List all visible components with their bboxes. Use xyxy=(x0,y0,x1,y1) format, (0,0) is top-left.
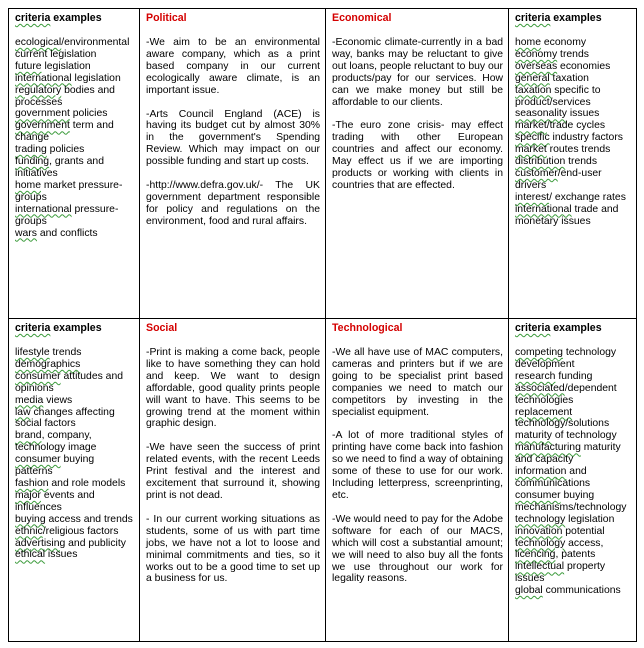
list-item-term: international xyxy=(515,203,572,215)
list-item xyxy=(515,156,631,168)
list-item-text: legislation xyxy=(565,513,615,525)
list-item-text: routes trends xyxy=(546,144,611,156)
paragraph: -http://www.defra.gov.uk/- The UK government department responsible for policy and regulations on the environment, food and rural affairs. xyxy=(146,180,320,227)
list-item-text: issues xyxy=(566,108,600,120)
list-item xyxy=(515,204,631,216)
list-item-term: media xyxy=(15,394,44,406)
list-item xyxy=(515,407,631,419)
list-item xyxy=(515,514,631,526)
list-item-text: buying xyxy=(560,489,595,501)
list-item-term: regulatory xyxy=(15,84,62,96)
paragraph: -We all have use of MAC computers, cameras and printers but if we are going to be specialist print based companies we need to match our competitors by investing in the specialist equipment. xyxy=(332,347,503,418)
list-item-text: access, xyxy=(565,537,604,549)
list-item xyxy=(515,120,631,132)
list-item xyxy=(15,383,134,395)
list-item-text: policies xyxy=(69,108,108,120)
list-item xyxy=(15,538,134,550)
list-item xyxy=(515,97,631,109)
list-item xyxy=(15,132,134,144)
list-item-text: and capacity xyxy=(515,454,574,466)
list-item xyxy=(515,168,631,192)
list-item xyxy=(15,180,134,192)
list-item-text: economies xyxy=(557,60,611,72)
list-item-text: trade and xyxy=(571,203,619,215)
list-item-text: technology image xyxy=(15,442,97,454)
list-item-text: specific to xyxy=(551,84,601,96)
list-item xyxy=(15,156,134,168)
list-item-text: change xyxy=(15,132,50,144)
technological-paragraphs xyxy=(332,347,503,585)
list-item xyxy=(515,144,631,156)
list-item-text: industry factors xyxy=(549,132,623,144)
paragraph: -Arts Council England (ACE) is having its budget cut by almost 30% in the government's Spending Review. Which may impact on our possible funding and start up costs. xyxy=(146,108,320,168)
list-item-text: /religious factors xyxy=(42,525,119,537)
social-paragraphs xyxy=(146,347,320,585)
list-item xyxy=(515,418,631,430)
list-item xyxy=(15,359,134,371)
list-item xyxy=(515,347,631,359)
table-row xyxy=(9,9,637,319)
criteria-cell-social xyxy=(9,319,140,642)
criteria-cell-political xyxy=(9,9,140,319)
list-item xyxy=(15,526,134,538)
list-item xyxy=(515,490,631,502)
list-item-text: technology/solutions xyxy=(515,418,610,430)
list-item xyxy=(15,478,134,490)
list-item xyxy=(515,585,631,597)
pest-analysis-table xyxy=(8,8,637,642)
list-item xyxy=(515,549,631,561)
list-item-term: associated xyxy=(515,382,565,394)
criteria-header: criteria examples xyxy=(15,322,102,334)
list-item-term: home xyxy=(15,179,41,191)
economical-header: Economical xyxy=(332,12,392,24)
list-item-text: , company, xyxy=(41,430,92,442)
paragraph: -We would need to pay for the Adobe software for each of our MACS, which will cost a substantial amount; we will need to also buy all the fonts we use throughout our work for legality reasons. xyxy=(332,513,503,585)
paragraph: -A lot of more traditional styles of printing have come back into fashion so we need to find a way of obtaining some of these to use for our work. Including letterpress, screenprinting, etc. xyxy=(332,430,503,501)
list-item-text: social factors xyxy=(15,418,76,430)
list-item xyxy=(515,395,631,407)
list-item xyxy=(515,192,631,204)
list-item-text: taxation xyxy=(549,72,589,84)
paragraph: -Print is making a come back, people like to have something they can hold and keep. We want to design affordable, good quality prints people will want to have. This seems to be growing trend at the moment within graphic design. xyxy=(146,347,320,430)
list-item-term: wars xyxy=(15,227,37,239)
paragraph: -The euro zone crisis- may effect trading with other European countries and affect our economy. May effect us if we are importing products or working with clients in countries that are effected. xyxy=(332,120,503,191)
list-item xyxy=(15,502,134,514)
list-item-text: product/services xyxy=(515,96,591,108)
list-item xyxy=(15,549,134,561)
list-item-term: maturity xyxy=(515,430,552,442)
list-item xyxy=(15,514,134,526)
list-item xyxy=(15,37,134,49)
list-item xyxy=(515,216,631,228)
list-item-term: brand xyxy=(15,430,42,442)
list-item-term: economy xyxy=(515,48,558,60)
list-item-text: issues xyxy=(45,549,78,561)
paragraph: -We have seen the success of print related events, with the recent Leeds Print festival and the interest and excitement that surround it, showing print is not dead. xyxy=(146,442,320,501)
list-item-term: consumer xyxy=(15,370,61,382)
list-item-text: influences xyxy=(15,501,62,513)
list-item-text: property issues xyxy=(515,561,606,585)
list-item-text: technology xyxy=(562,347,617,358)
list-item xyxy=(15,442,134,454)
list-item-text: /trade cycles xyxy=(546,120,606,132)
technological-header: Technological xyxy=(332,322,403,334)
list-item-text: , patents xyxy=(555,549,596,561)
list-item-term: market xyxy=(515,120,547,132)
list-item-text: / exchange rates xyxy=(549,191,626,203)
list-item xyxy=(515,359,631,371)
list-item-term: buying xyxy=(15,513,46,525)
list-item xyxy=(15,168,134,180)
list-item-term: general xyxy=(515,72,550,84)
list-item-text: communications xyxy=(515,477,591,489)
criteria-list xyxy=(15,347,134,561)
list-item-text: development xyxy=(515,358,575,370)
list-item-text: /dependent xyxy=(564,382,617,394)
list-item-text: changes affecting xyxy=(30,406,115,418)
list-item-term: funding xyxy=(15,156,50,168)
list-item-text: market pressure- xyxy=(41,179,123,191)
list-item xyxy=(15,371,134,383)
political-paragraphs xyxy=(146,37,320,228)
list-item xyxy=(15,108,134,120)
list-item xyxy=(515,108,631,120)
list-item xyxy=(515,561,631,585)
list-item xyxy=(515,383,631,395)
list-item-term: manufacturing xyxy=(515,442,581,454)
criteria-cell-economical xyxy=(509,9,637,319)
list-item xyxy=(15,204,134,216)
list-item xyxy=(515,502,631,514)
list-item-term: law xyxy=(15,406,31,418)
list-item xyxy=(515,454,631,466)
social-header: Social xyxy=(146,322,178,334)
paragraph: - In our current working situations as students, some of us with part time jobs, we have not a lot to loose and minimal commitments and ties, so it works out to be a good time to set up a business for us. xyxy=(146,513,320,585)
list-item xyxy=(15,228,134,240)
list-item-term: ecological xyxy=(15,37,62,48)
criteria-header: criteria examples xyxy=(515,12,602,24)
list-item-text: economy xyxy=(541,37,587,48)
list-item-term: specific xyxy=(515,132,550,144)
list-item-term: major xyxy=(15,489,41,501)
list-item-text: maturity xyxy=(580,442,621,454)
list-item-term: consumer xyxy=(15,454,61,466)
list-item-text: groups xyxy=(15,191,47,203)
list-item xyxy=(15,454,134,478)
list-item-term: ethnic xyxy=(15,525,43,537)
list-item-term: government xyxy=(15,120,70,132)
list-item xyxy=(15,73,134,85)
list-item-term: lifestyle xyxy=(15,347,50,358)
list-item xyxy=(515,85,631,97)
list-item-term: interest xyxy=(515,191,550,203)
list-item-text: policies xyxy=(46,144,85,156)
list-item-term: intellectual xyxy=(515,561,565,573)
paragraph: -Economic climate-currently in a bad way, banks may be reluctant to give out loans, people reluctant to buy our products/pay for our services. How can we make money but still be affordable to our clients. xyxy=(332,37,503,108)
list-item-term: demographics xyxy=(15,358,81,370)
list-item-text: attitudes and xyxy=(60,370,124,382)
list-item-term: market xyxy=(515,144,547,156)
list-item-text: current legislation xyxy=(15,48,97,60)
list-item xyxy=(15,85,134,97)
list-item-term: overseas xyxy=(515,60,558,72)
list-item-term: trading xyxy=(15,144,47,156)
list-item-text: trends xyxy=(49,347,82,358)
list-item-text: bodies and xyxy=(61,84,115,96)
list-item-term: ethical xyxy=(15,549,46,561)
list-item-text: processes xyxy=(15,96,63,108)
list-item-term: taxation xyxy=(515,84,552,96)
list-item-text: pressure- xyxy=(71,203,119,215)
list-item xyxy=(515,132,631,144)
list-item xyxy=(515,538,631,550)
list-item-term: home xyxy=(515,37,541,48)
list-item xyxy=(515,73,631,85)
list-item-term: advertising xyxy=(15,537,66,549)
list-item-text: /environmental xyxy=(61,37,130,48)
list-item xyxy=(15,347,134,359)
list-item xyxy=(15,407,134,419)
technological-cell xyxy=(326,319,509,642)
list-item-text: and conflicts xyxy=(36,227,98,239)
list-item xyxy=(515,526,631,538)
list-item-term: international xyxy=(15,72,72,84)
list-item-text: and publicity xyxy=(65,537,126,549)
list-item-term: distribution xyxy=(515,156,566,168)
political-header: Political xyxy=(146,12,187,24)
criteria-list xyxy=(15,37,134,239)
list-item-text: legislation xyxy=(41,60,91,72)
list-item-term: global xyxy=(515,585,543,597)
criteria-list xyxy=(515,37,631,228)
list-item-text: mechanisms/technology xyxy=(515,501,627,513)
list-item xyxy=(515,49,631,61)
economical-cell xyxy=(326,9,509,319)
list-item xyxy=(15,61,134,73)
list-item-text: term and xyxy=(69,120,114,132)
list-item xyxy=(15,216,134,228)
list-item-term: information xyxy=(515,466,567,478)
list-item-text: and xyxy=(566,466,587,478)
list-item-text: legislation xyxy=(71,72,121,84)
list-item xyxy=(15,430,134,442)
list-item xyxy=(15,97,134,109)
list-item xyxy=(515,371,631,383)
list-item-term: fashion xyxy=(15,477,49,489)
list-item xyxy=(515,466,631,478)
list-item-text: communications xyxy=(542,585,621,597)
list-item xyxy=(15,490,134,502)
list-item-term: technology xyxy=(515,513,566,525)
list-item xyxy=(515,37,631,49)
list-item-text: opinions xyxy=(15,382,54,394)
table-row xyxy=(9,319,637,642)
list-item-text: trends xyxy=(557,48,589,60)
list-item xyxy=(15,192,134,204)
criteria-cell-technological xyxy=(509,319,637,642)
list-item-text: access and trends xyxy=(45,513,133,525)
list-item xyxy=(515,478,631,490)
list-item xyxy=(15,49,134,61)
list-item-text: buying patterns xyxy=(15,454,95,478)
list-item-text: monetary issues xyxy=(515,215,591,227)
list-item xyxy=(515,61,631,73)
list-item-text: potential xyxy=(562,525,605,537)
list-item-term: seasonality xyxy=(515,108,567,120)
list-item xyxy=(515,430,631,442)
list-item xyxy=(15,395,134,407)
list-item xyxy=(15,418,134,430)
list-item-text: events and xyxy=(40,489,95,501)
list-item-term: research xyxy=(515,370,556,382)
list-item-term: technology xyxy=(515,537,566,549)
list-item-term: consumer xyxy=(515,489,561,501)
economical-paragraphs xyxy=(332,37,503,192)
list-item-term: innovation xyxy=(515,525,563,537)
list-item-text: trends xyxy=(565,156,598,168)
political-cell xyxy=(140,9,326,319)
list-item xyxy=(15,144,134,156)
list-item-term: replacement xyxy=(515,406,573,418)
criteria-header: criteria examples xyxy=(15,12,102,24)
list-item-term: competing xyxy=(515,347,563,358)
criteria-list xyxy=(515,347,631,597)
list-item-term: future xyxy=(15,60,42,72)
list-item-text: of technology xyxy=(551,430,617,442)
list-item xyxy=(15,120,134,132)
list-item xyxy=(515,442,631,454)
list-item-text: technologies xyxy=(515,394,574,406)
list-item-term: government xyxy=(15,108,70,120)
list-item-text: groups xyxy=(15,215,47,227)
criteria-header: criteria examples xyxy=(515,322,602,334)
paragraph: -We aim to be an environmental aware company, which as a print based company in our current ecologically aware climate, is an important issue. xyxy=(146,37,320,96)
list-item-text: funding xyxy=(555,370,593,382)
list-item-text: , grants and xyxy=(49,156,104,168)
list-item-text: and role models xyxy=(48,477,126,489)
list-item-text: /end-user drivers xyxy=(515,167,602,191)
social-cell xyxy=(140,319,326,642)
list-item-text: initiatives xyxy=(15,167,58,179)
list-item-term: licencing xyxy=(515,549,556,561)
list-item-text: views xyxy=(43,394,73,406)
list-item-term: international xyxy=(15,203,72,215)
list-item-term: customer xyxy=(515,167,558,179)
